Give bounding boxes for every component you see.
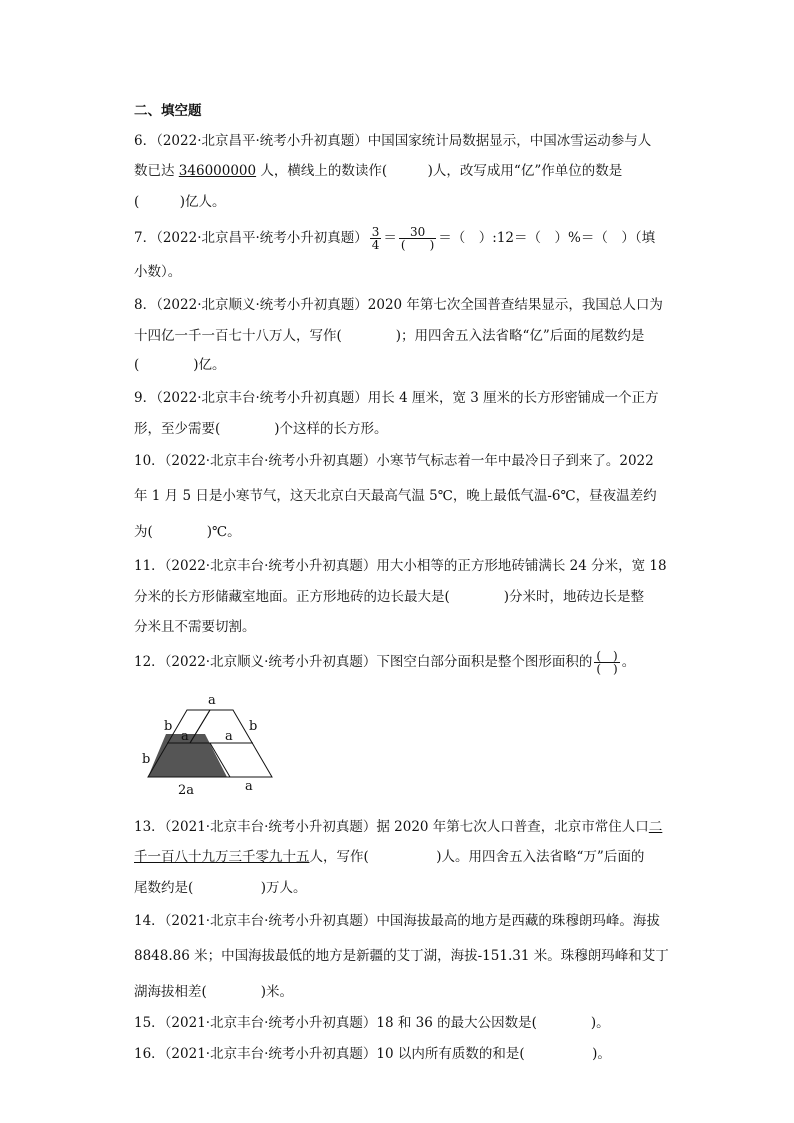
label-right-b-upper: b bbox=[249, 719, 258, 734]
question-14-line-2: 8848.86 米；中国海拔最低的地方是新疆的艾丁湖，海拔-151.31 米。珠穆朗玛峰和艾丁 bbox=[134, 948, 669, 964]
fraction-denominator-blank: ( ) bbox=[400, 238, 435, 252]
fraction-numerator-blank: ( ) bbox=[596, 649, 618, 663]
question-10-line-1: 10．（2022·北京丰台·统考小升初真题）小寒节气标志着一年中最冷日子到来了。2022 bbox=[134, 453, 654, 469]
question-6-text: 数已达 bbox=[134, 163, 179, 179]
question-13-line-2 bbox=[134, 847, 644, 867]
question-10-line-2: 年 1 月 5 日是小寒节气，这天北京白天最高气温 5℃，晚上最低气温-6℃，昼夜温差约 bbox=[134, 488, 657, 504]
question-6-line-1: 6．（2022·北京昌平·统考小升初真题）中国国家统计局数据显示，中国冰雪运动参与人 bbox=[134, 133, 652, 149]
question-13-line-3: 尾数约是( )万人。 bbox=[134, 880, 307, 896]
label-mid-a-1: a bbox=[181, 729, 189, 744]
section-title: 二、填空题 bbox=[134, 103, 202, 119]
underlined-population-cont: 千一百八十九万三千零九十五 bbox=[134, 849, 310, 865]
question-6-line-2 bbox=[134, 161, 622, 181]
question-12-line-1 bbox=[134, 648, 635, 676]
question-8-line-1: 8．（2022·北京顺义·统考小升初真题）2020 年第七次全国普查结果显示，我国总人口为 bbox=[134, 297, 663, 313]
equals-sign: ＝ bbox=[383, 230, 397, 246]
label-bottom-a: a bbox=[245, 779, 253, 794]
fraction-thirty-over-blank bbox=[399, 226, 436, 251]
question-9-line-2: 形，至少需要( )个这样的长方形。 bbox=[134, 421, 388, 437]
fraction-numerator: 3 bbox=[371, 225, 380, 239]
question-13-text-cont: 人，写作( )人。用四舍五入法省略“万”后面的 bbox=[309, 849, 645, 865]
fraction-denominator: 4 bbox=[371, 238, 380, 252]
label-mid-a-2: a bbox=[225, 729, 233, 744]
fraction-blank bbox=[594, 650, 619, 675]
question-11-line-2: 分米的长方形储藏室地面。正方形地砖的边长最大是( )分米时，地砖边长是整 bbox=[134, 589, 645, 605]
label-top-a: a bbox=[208, 693, 216, 708]
question-12-end: 。 bbox=[621, 654, 636, 670]
label-bottom-2a: 2a bbox=[178, 783, 195, 798]
fraction-three-quarters bbox=[370, 226, 382, 251]
question-7-line-1 bbox=[134, 224, 655, 252]
question-6-line-3: ( )亿人。 bbox=[134, 194, 226, 210]
question-8-line-3: ( )亿。 bbox=[134, 357, 226, 373]
question-7-prefix: 7．（2022·北京昌平·统考小升初真题） bbox=[134, 230, 368, 246]
label-left-b-lower: b bbox=[142, 752, 151, 767]
question-13-text: 13．（2021·北京丰台·统考小升初真题）据 2020 年第七次人口普查，北京市常住人口 bbox=[134, 819, 649, 835]
fraction-numerator: 30 bbox=[399, 226, 436, 239]
fraction-denominator-blank: ( ) bbox=[596, 662, 618, 676]
underlined-number: 346000000 bbox=[178, 163, 257, 179]
question-13-line-1 bbox=[134, 817, 662, 837]
question-14-line-3: 湖海拔相差( )米。 bbox=[134, 984, 294, 1000]
label-left-b-upper: b bbox=[164, 719, 173, 734]
question-16-line-1: 16．（2021·北京丰台·统考小升初真题）10 以内所有质数的和是( )。 bbox=[134, 1046, 611, 1062]
trapezoid-figure bbox=[140, 690, 290, 800]
question-15-line-1: 15．（2021·北京丰台·统考小升初真题）18 和 36 的最大公因数是( )。 bbox=[134, 1015, 610, 1031]
underlined-population: 二 bbox=[648, 819, 663, 835]
question-8-line-2: 十四亿一千一百七十八万人，写作( )；用四舍五入法省略“亿”后面的尾数约是 bbox=[134, 328, 645, 344]
question-6-text-cont: 人，横线上的数读作( )人，改写成用“亿”作单位的数是 bbox=[256, 163, 623, 179]
question-7-rest: ＝（ ）:12＝（ ）%＝（ ）（填 bbox=[438, 230, 656, 246]
question-14-line-1: 14．（2021·北京丰台·统考小升初真题）中国海拔最高的地方是西藏的珠穆朗玛峰。海拔 bbox=[134, 913, 660, 929]
question-9-line-1: 9．（2022·北京丰台·统考小升初真题）用长 4 厘米，宽 3 厘米的长方形密铺成一个正方 bbox=[134, 390, 659, 406]
question-11-line-1: 11．（2022·北京丰台·统考小升初真题）用大小相等的正方形地砖铺满长 24 分米，宽 18 bbox=[134, 558, 667, 574]
question-11-line-3: 分米且不需要切割。 bbox=[134, 619, 256, 635]
question-12-text: 12．（2022·北京顺义·统考小升初真题）下图空白部分面积是整个图形面积的 bbox=[134, 654, 593, 670]
question-7-line-2: 小数）。 bbox=[134, 264, 182, 280]
question-10-line-3: 为( )℃。 bbox=[134, 524, 241, 540]
